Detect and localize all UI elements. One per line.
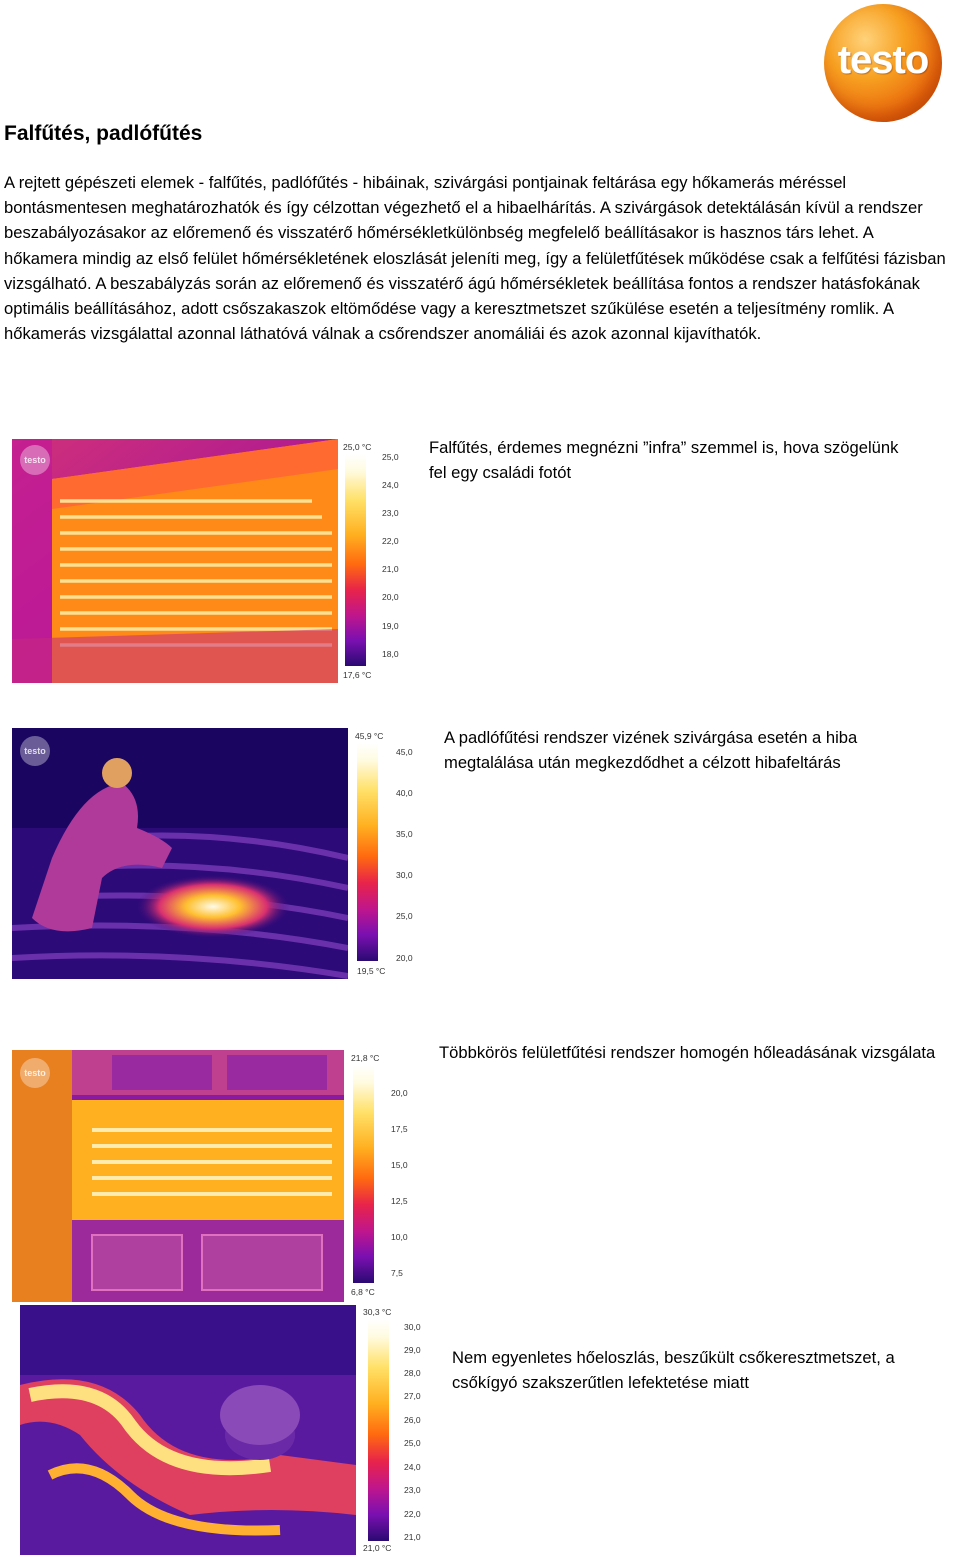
tick-label: 28,0 [404,1368,421,1378]
thermal-image-floor-leak [12,728,348,979]
temperature-scale [360,1305,430,1555]
thermal-image-wall-heating [12,439,338,683]
figure-caption: Többkörös felületfűtési rendszer homogén hőleadásának vizsgálata [439,1043,936,1062]
thermal-image-uneven-distribution [20,1305,356,1555]
tick-label: 25,0 [382,452,399,462]
tick-label: 21,0 [404,1532,421,1542]
color-bar [353,1065,374,1283]
temperature-scale [348,1050,418,1302]
tick-label: 25,0 [396,911,413,921]
figure-caption: Nem egyenletes hőeloszlás, beszűkült csőkeresztmetszet, a csőkígyó szakszerűtlen lefektetése miatt [452,1348,895,1392]
tick-label: 26,0 [404,1415,421,1425]
scale-max-label: 25,0 °C [343,442,372,452]
tick-label: 17,5 [391,1124,408,1134]
tick-label: 24,0 [382,480,399,490]
tick-label: 30,0 [404,1322,421,1332]
scale-max-label: 30,3 °C [363,1307,392,1317]
scale-max-label: 45,9 °C [355,731,384,741]
intro-paragraph: A rejtett gépészeti elemek - falfűtés, padlófűtés - hibáinak, szivárgási pontjainak feltárása egy hőkamerás méréssel bontásmentesen meghatározhatók és így célzottan végezhető el a hibaelhárítás. A szivárgások detektálásán kívül a rendszer beszabályozásakor az előremenő és visszatérő hőmérsékletkülönbség megfelelő beállításakor is hasznos társ lehet. A hőkamera mindig az első felület hőmérsékletének eloszlását jeleníti meg, így a felületfűtések működése csak a felfűtési fázisban vizsgálható. A beszabályzás során az előremenő és visszatérő ágú hőmérsékletek beállítása fontos a rendszer hatásfokának optimális beállításához, adott csőszakaszok eltömődése vagy a keresztmetszet szűkülése esetén a teljesítmény romlik. A hőkamerás vizsgálattal azonnal láthatóvá válnak a csőrendszer anomáliái és azok azonnal kijavíthatók. [4,173,946,344]
tick-label: 25,0 [404,1438,421,1448]
color-bar [357,743,378,961]
scale-min-label: 21,0 °C [363,1543,392,1553]
testo-watermark: testo [20,445,50,475]
tick-label: 10,0 [391,1232,408,1242]
scale-max-label: 21,8 °C [351,1053,380,1063]
figure-caption: Falfűtés, érdemes megnézni ”infra” szemmel is, hova szögelünk fel egy családi fotót [429,438,899,482]
tick-label: 15,0 [391,1160,408,1170]
tick-label: 35,0 [396,829,413,839]
tick-label: 20,0 [382,592,399,602]
testo-logo [824,4,942,122]
tick-label: 7,5 [391,1268,403,1278]
scale-min-label: 17,6 °C [343,670,372,680]
page-title: Falfűtés, padlófűtés [4,122,203,145]
tick-label: 29,0 [404,1345,421,1355]
temperature-scale [340,439,410,683]
tick-label: 12,5 [391,1196,408,1206]
logo-text: testo [837,38,929,82]
figure-caption: A padlófűtési rendszer vizének szivárgása esetén a hiba megtalálása után megkezdődhet a célzott hibafeltárás [444,728,858,772]
tick-label: 24,0 [404,1462,421,1472]
thermal-image-multi-loop-heating [12,1050,344,1302]
tick-label: 23,0 [382,508,399,518]
color-bar [368,1319,389,1541]
tick-label: 22,0 [382,536,399,546]
scale-min-label: 6,8 °C [351,1287,375,1297]
temperature-scale [352,728,422,979]
scale-min-label: 19,5 °C [357,966,386,976]
tick-label: 27,0 [404,1391,421,1401]
tick-label: 18,0 [382,649,399,659]
tick-label: 19,0 [382,621,399,631]
testo-watermark: testo [20,736,50,766]
tick-label: 20,0 [391,1088,408,1098]
tick-label: 40,0 [396,788,413,798]
tick-label: 23,0 [404,1485,421,1495]
color-bar [345,454,366,666]
tick-label: 30,0 [396,870,413,880]
tick-label: 45,0 [396,747,413,757]
tick-label: 22,0 [404,1509,421,1519]
tick-label: 20,0 [396,953,413,963]
tick-label: 21,0 [382,564,399,574]
testo-watermark: testo [20,1058,50,1088]
